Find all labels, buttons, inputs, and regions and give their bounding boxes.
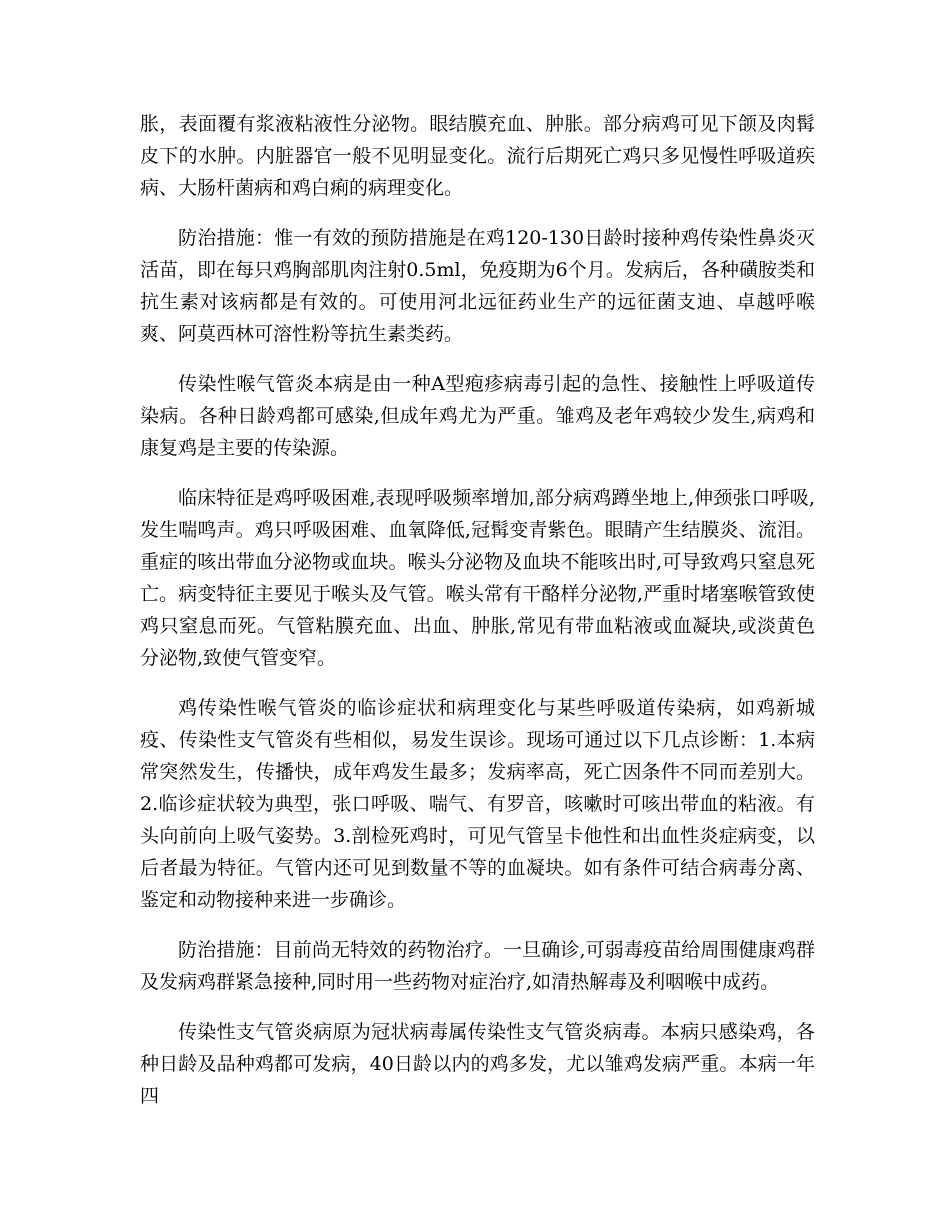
paragraph: 传染性支气管炎病原为冠状病毒属传染性支气管炎病毒。本病只感染鸡，各种日龄及品种鸡都可发病，40日龄以内的鸡多发，尤以雏鸡发病严重。本病一年四 [140, 1021, 815, 1107]
document-page [140, 108, 815, 1130]
paragraph: 胀，表面覆有浆液粘液性分泌物。眼结膜充血、肿胀。部分病鸡可见下颌及肉髯皮下的水肿。内脏器官一般不见明显变化。流行后期死亡鸡只多见慢性呼吸道疾病、大肠杆菌病和鸡白痢的病理变化。 [140, 113, 815, 199]
paragraph: 传染性喉气管炎本病是由一种A型疱疹病毒引起的急性、接触性上呼吸道传染病。各种日龄鸡都可感染,但成年鸡尤为严重。雏鸡及老年鸡较少发生,病鸡和康复鸡是主要的传染源。 [140, 373, 815, 459]
paragraph: 防治措施：目前尚无特效的药物治疗。一旦确诊,可弱毒疫苗给周围健康鸡群及发病鸡群紧急接种,同时用一些药物对症治疗,如清热解毒及利咽喉中成药。 [140, 939, 815, 993]
paragraph: 鸡传染性喉气管炎的临诊症状和病理变化与某些呼吸道传染病，如鸡新城疫、传染性支气管炎有些相似，易发生误诊。现场可通过以下几点诊断：1.本病常突然发生，传播快，成年鸡发生最多；发病率高，死亡因条件不同而差别大。2.临诊症状较为典型，张口呼吸、喘气、有罗音，咳嗽时可咳出带血的粘液。有头向前向上吸气姿势。3.剖检死鸡时，可见气管呈卡他性和出血性炎症病变，以后者最为特征。气管内还可见到数量不等的血凝块。如有条件可结合病毒分离、鉴定和动物接种来进一步确诊。 [140, 697, 815, 911]
paragraph: 临床特征是鸡呼吸困难,表现呼吸频率增加,部分病鸡蹲坐地上,伸颈张口呼吸,发生喘鸣声。鸡只呼吸困难、血氧降低,冠髯变青紫色。眼睛产生结膜炎、流泪。重症的咳出带血分泌物或血块。喉头分泌物及血块不能咳出时,可导致鸡只窒息死亡。病变特征主要见于喉头及气管。喉头常有干酪样分泌物,严重时堵塞喉管致使鸡只窒息而死。气管粘膜充血、出血、肿胀,常见有带血粘液或血凝块,或淡黄色分泌物,致使气管变窄。 [140, 487, 815, 669]
paragraph: 防治措施：惟一有效的预防措施是在鸡120-130日龄时接种鸡传染性鼻炎灭活苗，即在每只鸡胸部肌肉注射0.5ml，免疫期为6个月。发病后，各种磺胺类和抗生素对该病都是有效的。可使用河北远征药业生产的远征菌支迪、卓越呼喉爽、阿莫西林可溶性粉等抗生素类药。 [140, 227, 815, 345]
